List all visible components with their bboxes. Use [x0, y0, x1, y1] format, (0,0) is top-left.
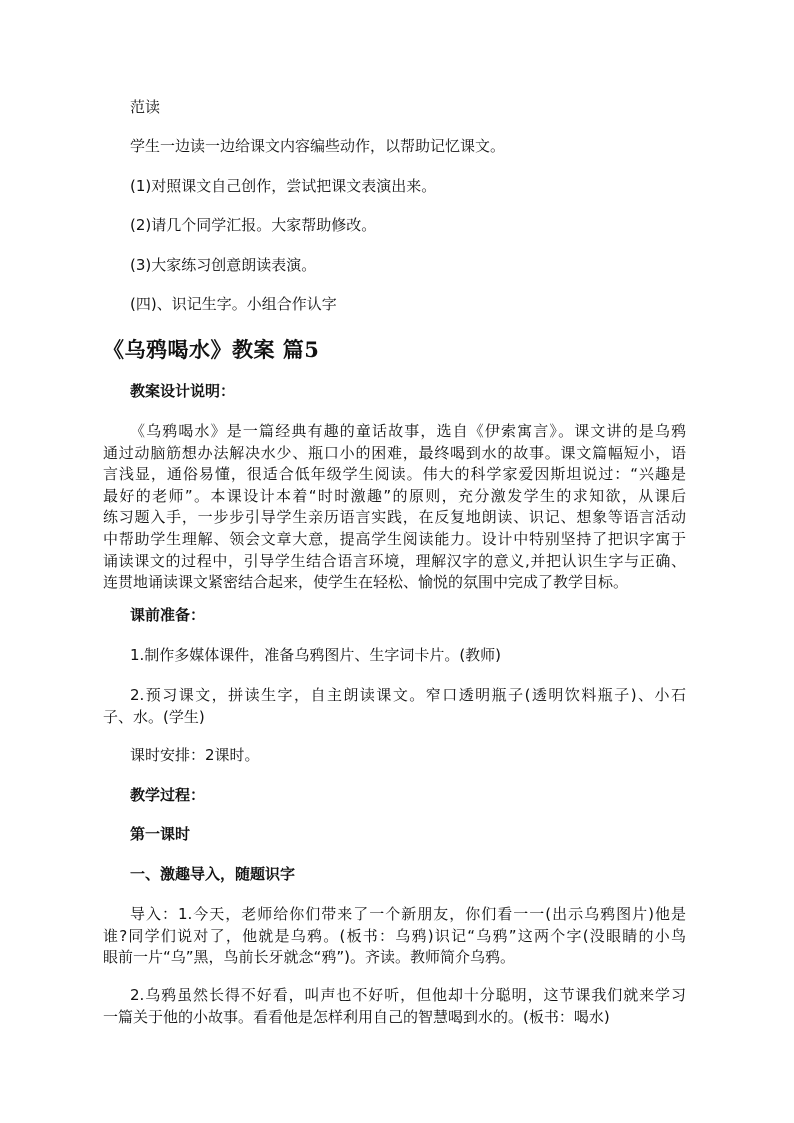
- design-line: 中帮助学生理解、领会文章大意，提高学生阅读能力。设计中特别坚持了把识字寓于: [103, 529, 686, 548]
- design-heading: 教案设计说明：: [130, 382, 236, 400]
- intro-2-line: 一篇关于他的小故事。看看他是怎样利用自己的智慧喝到水的。(板书：喝水): [103, 1007, 610, 1026]
- intro-paragraph: [103, 904, 686, 969]
- model-reading-line: 范读: [130, 98, 161, 116]
- prep-heading: 课前准备：: [130, 606, 206, 624]
- step-3-line: (3)大家练习创意朗读表演。: [130, 256, 317, 274]
- design-line: 言浅显，通俗易懂，很适合低年级学生阅读。伟大的科学家爱因斯坦说过：“兴趣是: [103, 465, 686, 484]
- design-paragraph: [103, 421, 686, 594]
- intro-2-paragraph: [103, 985, 686, 1028]
- article-title: 《乌鸦喝水》教案 篇5: [103, 337, 320, 362]
- action-reading-line: 学生一边读一边给课文内容编些动作，以帮助记忆课文。: [130, 137, 506, 155]
- intro-heading: 一、激趣导入，随题识字: [130, 865, 296, 883]
- step-2-line: (2)请几个同学汇报。大家帮助修改。: [130, 216, 377, 234]
- design-line: 最好的老师”。本课设计本着“时时激趣”的原则，充分激发学生的求知欲，从课后: [103, 486, 686, 505]
- prep-item-2-line: 2.预习课文，拼读生字，自主朗读课文。窄口透明瓶子(透明饮料瓶子)、小石: [130, 686, 686, 704]
- intro-line: 谁?同学们说对了，他就是乌鸦。(板书：乌鸦)识记“乌鸦”这两个字(没眼睛的小鸟: [103, 926, 686, 945]
- design-line: 通过动脑筋想办法解决水少、瓶口小的困难，最终喝到水的故事。课文篇幅短小，语: [103, 443, 686, 462]
- intro-line: 眼前一片“乌”黑，鸟前长牙就念“鸦”)。齐读。教师简介乌鸦。: [103, 948, 515, 967]
- schedule-line: 课时安排：2课时。: [130, 746, 260, 764]
- prep-item-2: [103, 685, 686, 728]
- step-1-line: (1)对照课文自己创作，尝试把课文表演出来。: [130, 177, 437, 195]
- prep-item-1: 1.制作多媒体课件，准备乌鸦图片、生字词卡片。(教师): [130, 646, 502, 664]
- design-line: 《乌鸦喝水》是一篇经典有趣的童话故事，选自《伊索寓言》。课文讲的是乌鸦: [130, 422, 686, 440]
- design-line: 练习题入手，一步步引导学生亲历语言实践，在反复地朗读、识记、想象等语言活动: [103, 508, 686, 527]
- design-line: 诵读课文的过程中，引导学生结合语言环境，理解汉字的意义,并把认识生字与正确、: [103, 551, 686, 570]
- prep-item-2-line: 子、水。(学生): [103, 707, 205, 726]
- part-4-line: (四)、识记生字。小组合作认字: [130, 295, 337, 313]
- process-heading: 教学过程：: [130, 786, 206, 804]
- lesson-1-heading: 第一课时: [130, 825, 191, 843]
- design-line: 连贯地诵读课文紧密结合起来，使学生在轻松、愉悦的氛围中完成了教学目标。: [103, 573, 629, 592]
- intro-2-line: 2.乌鸦虽然长得不好看，叫声也不好听，但他却十分聪明，这节课我们就来学习: [130, 986, 686, 1004]
- intro-line: 导入：1.今天，老师给你们带来了一个新朋友，你们看一一(出示乌鸦图片)他是: [130, 905, 686, 923]
